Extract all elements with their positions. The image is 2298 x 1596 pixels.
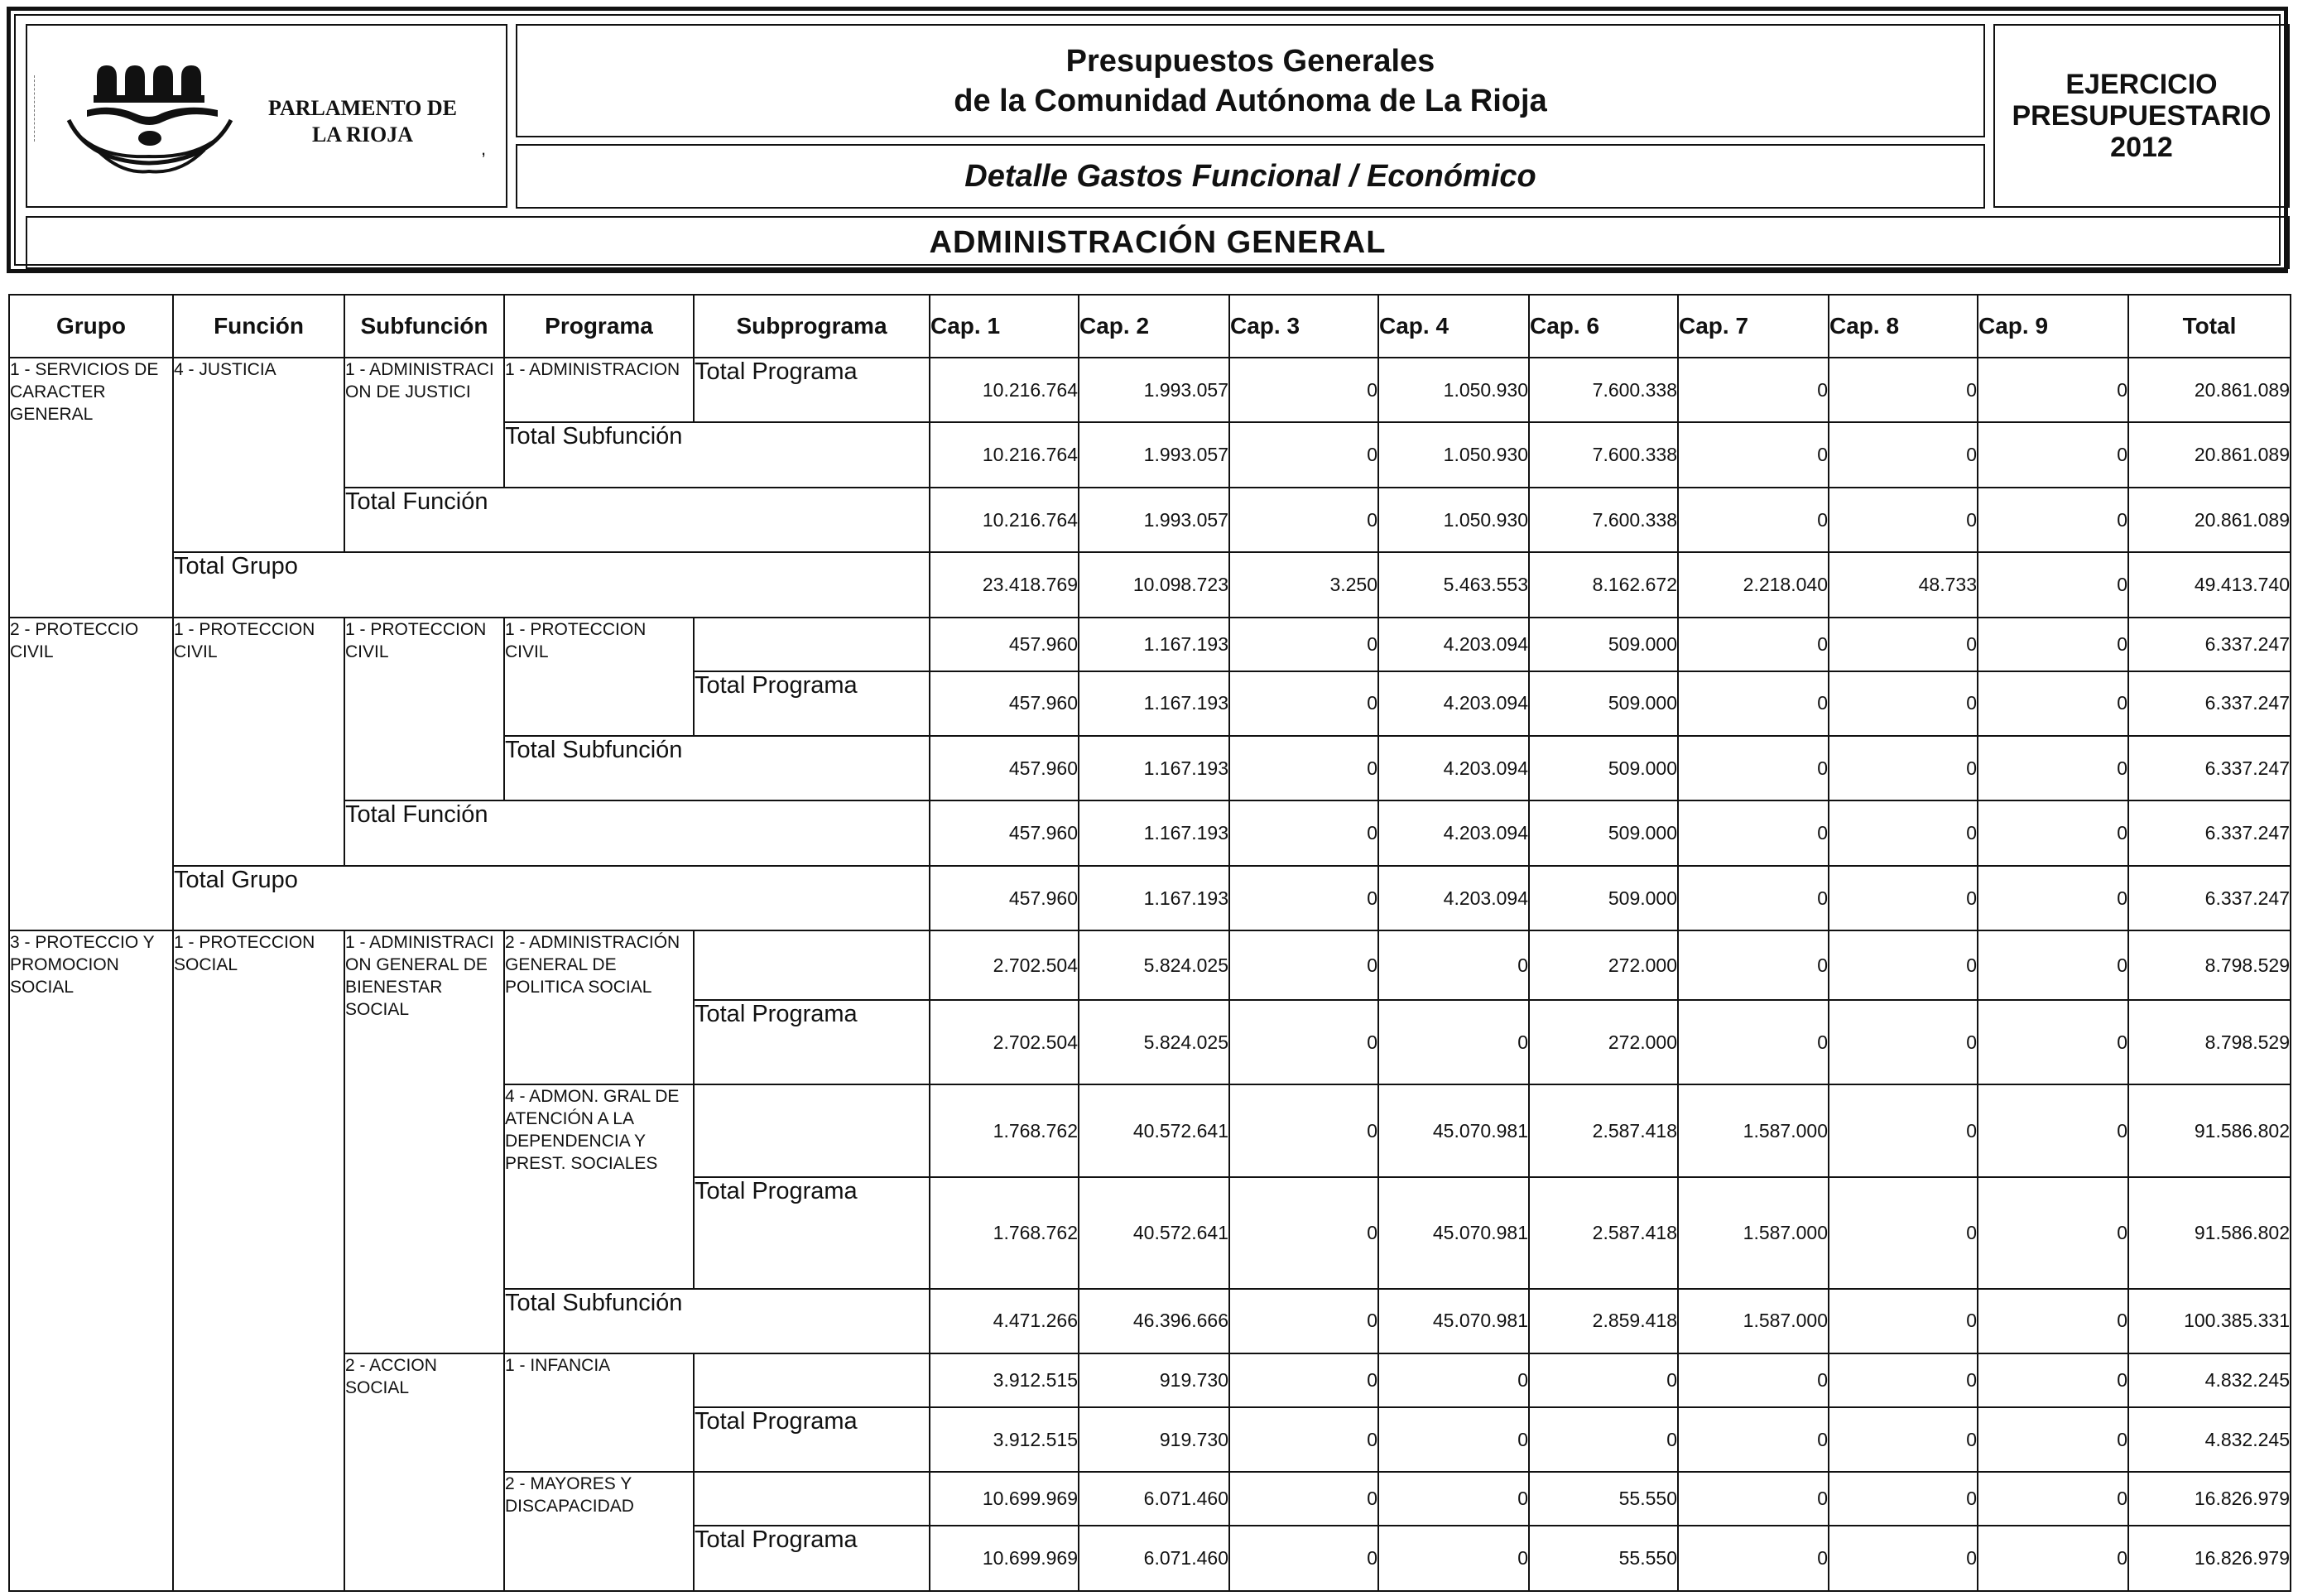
cap6-value: 55.550 bbox=[1529, 1472, 1678, 1526]
cap9-value: 0 bbox=[1978, 1472, 2128, 1526]
ejercicio-box bbox=[1993, 24, 2290, 208]
cap7-value: 0 bbox=[1678, 930, 1829, 1000]
cap8-value: 0 bbox=[1829, 1472, 1978, 1526]
cap6-value: 0 bbox=[1529, 1407, 1678, 1472]
logo-text-line1: PARLAMENTO DE bbox=[268, 96, 457, 120]
total-funcion-label: Total Función bbox=[344, 800, 930, 865]
total-value: 6.337.247 bbox=[2128, 618, 2291, 671]
cap6-value: 509.000 bbox=[1529, 866, 1678, 930]
cap9-value: 0 bbox=[1978, 1526, 2128, 1591]
report-header bbox=[7, 7, 2288, 273]
cap1-value: 3.912.515 bbox=[930, 1353, 1079, 1407]
subprograma-cell bbox=[694, 1353, 930, 1407]
cap7-value: 0 bbox=[1678, 422, 1829, 487]
total-programa-label: Total Programa bbox=[694, 1526, 930, 1591]
cap8-value: 0 bbox=[1829, 930, 1978, 1000]
grupo-cell: 3 - PROTECCIO Y PROMOCION SOCIAL bbox=[9, 930, 173, 1591]
subprograma-cell bbox=[694, 930, 930, 1000]
cap8-value: 0 bbox=[1829, 1084, 1978, 1177]
table-row bbox=[9, 930, 2291, 1000]
cap9-value: 0 bbox=[1978, 1000, 2128, 1084]
total-value: 6.337.247 bbox=[2128, 736, 2291, 800]
cap8-value: 0 bbox=[1829, 1407, 1978, 1472]
cap8-value: 0 bbox=[1829, 422, 1978, 487]
logo-mark: , bbox=[481, 138, 487, 159]
col-header-cap6: Cap. 6 bbox=[1529, 295, 1678, 358]
cap7-value: 0 bbox=[1678, 1407, 1829, 1472]
cap6-value: 0 bbox=[1529, 1353, 1678, 1407]
logo-guide-mark bbox=[34, 75, 35, 142]
total-subfuncion-label: Total Subfunción bbox=[504, 422, 930, 487]
cap3-value: 0 bbox=[1229, 930, 1378, 1000]
cap1-value: 3.912.515 bbox=[930, 1407, 1079, 1472]
total-grupo-label: Total Grupo bbox=[173, 552, 930, 617]
total-value: 20.861.089 bbox=[2128, 358, 2291, 422]
grupo-cell: 2 - PROTECCIO CIVIL bbox=[9, 618, 173, 931]
cap4-value: 5.463.553 bbox=[1378, 552, 1529, 617]
cap3-value: 0 bbox=[1229, 1177, 1378, 1289]
presupuestario-label: PRESUPUESTARIO bbox=[2012, 100, 2272, 132]
cap4-value: 4.203.094 bbox=[1378, 800, 1529, 865]
cap7-value: 0 bbox=[1678, 736, 1829, 800]
cap7-value: 1.587.000 bbox=[1678, 1084, 1829, 1177]
table-row bbox=[9, 358, 2291, 422]
cap4-value: 4.203.094 bbox=[1378, 736, 1529, 800]
cap6-value: 509.000 bbox=[1529, 800, 1678, 865]
cap6-value: 7.600.338 bbox=[1529, 488, 1678, 552]
col-header-cap7: Cap. 7 bbox=[1678, 295, 1829, 358]
total-funcion-label: Total Función bbox=[344, 488, 930, 552]
total-value: 8.798.529 bbox=[2128, 930, 2291, 1000]
total-programa-label: Total Programa bbox=[694, 1000, 930, 1084]
col-header-funcion: Función bbox=[173, 295, 344, 358]
col-header-grupo: Grupo bbox=[9, 295, 173, 358]
cap7-value: 1.587.000 bbox=[1678, 1289, 1829, 1353]
cap6-value: 7.600.338 bbox=[1529, 358, 1678, 422]
ejercicio-label: EJERCICIO bbox=[2065, 69, 2218, 100]
programa-cell: 2 - ADMINISTRACIÓN GENERAL DE POLITICA SOCIAL bbox=[504, 930, 694, 1084]
cap8-value: 0 bbox=[1829, 1289, 1978, 1353]
col-header-cap8: Cap. 8 bbox=[1829, 295, 1978, 358]
cap4-value: 45.070.981 bbox=[1378, 1289, 1529, 1353]
cap1-value: 457.960 bbox=[930, 618, 1079, 671]
cap4-value: 0 bbox=[1378, 1472, 1529, 1526]
cap3-value: 0 bbox=[1229, 422, 1378, 487]
cap4-value: 1.050.930 bbox=[1378, 488, 1529, 552]
cap4-value: 0 bbox=[1378, 1407, 1529, 1472]
subfuncion-cell: 2 - ACCION SOCIAL bbox=[344, 1353, 504, 1591]
cap9-value: 0 bbox=[1978, 1177, 2128, 1289]
cap6-value: 509.000 bbox=[1529, 736, 1678, 800]
total-programa-label: Total Programa bbox=[694, 1177, 930, 1289]
report-title-line1: Presupuestos Generales bbox=[1065, 43, 1435, 79]
col-header-cap3: Cap. 3 bbox=[1229, 295, 1378, 358]
col-header-cap2: Cap. 2 bbox=[1079, 295, 1229, 358]
cap9-value: 0 bbox=[1978, 736, 2128, 800]
cap7-value: 0 bbox=[1678, 866, 1829, 930]
cap3-value: 0 bbox=[1229, 736, 1378, 800]
cap1-value: 457.960 bbox=[930, 866, 1079, 930]
subfuncion-cell: 1 - ADMINISTRACI ON DE JUSTICI bbox=[344, 358, 504, 488]
cap2-value: 1.167.193 bbox=[1079, 736, 1229, 800]
cap9-value: 0 bbox=[1978, 422, 2128, 487]
cap8-value: 0 bbox=[1829, 358, 1978, 422]
cap1-value: 457.960 bbox=[930, 736, 1079, 800]
funcion-cell: 1 - PROTECCION SOCIAL bbox=[173, 930, 344, 1591]
cap2-value: 1.993.057 bbox=[1079, 422, 1229, 487]
table-row bbox=[9, 866, 2291, 930]
cap8-value: 0 bbox=[1829, 800, 1978, 865]
col-header-cap4: Cap. 4 bbox=[1378, 295, 1529, 358]
cap2-value: 10.098.723 bbox=[1079, 552, 1229, 617]
report-header-inner bbox=[14, 14, 2281, 266]
cap9-value: 0 bbox=[1978, 1407, 2128, 1472]
col-header-cap9: Cap. 9 bbox=[1978, 295, 2128, 358]
total-value: 6.337.247 bbox=[2128, 800, 2291, 865]
funcion-cell: 4 - JUSTICIA bbox=[173, 358, 344, 552]
total-grupo-label: Total Grupo bbox=[173, 866, 930, 930]
cap2-value: 1.167.193 bbox=[1079, 618, 1229, 671]
cap8-value: 0 bbox=[1829, 1353, 1978, 1407]
subprograma-cell bbox=[694, 1084, 930, 1177]
col-header-subprograma: Subprograma bbox=[694, 295, 930, 358]
parliament-logo-icon bbox=[64, 59, 246, 175]
cap8-value: 0 bbox=[1829, 736, 1978, 800]
cap6-value: 55.550 bbox=[1529, 1526, 1678, 1591]
total-value: 4.832.245 bbox=[2128, 1407, 2291, 1472]
cap7-value: 0 bbox=[1678, 1000, 1829, 1084]
cap2-value: 40.572.641 bbox=[1079, 1084, 1229, 1177]
cap1-value: 1.768.762 bbox=[930, 1177, 1079, 1289]
cap7-value: 0 bbox=[1678, 618, 1829, 671]
total-value: 100.385.331 bbox=[2128, 1289, 2291, 1353]
cap1-value: 2.702.504 bbox=[930, 930, 1079, 1000]
table-row bbox=[9, 1353, 2291, 1407]
cap4-value: 0 bbox=[1378, 930, 1529, 1000]
table-header-row bbox=[9, 295, 2291, 358]
cap1-value: 2.702.504 bbox=[930, 1000, 1079, 1084]
total-value: 20.861.089 bbox=[2128, 488, 2291, 552]
cap4-value: 45.070.981 bbox=[1378, 1084, 1529, 1177]
cap4-value: 4.203.094 bbox=[1378, 618, 1529, 671]
cap9-value: 0 bbox=[1978, 488, 2128, 552]
cap9-value: 0 bbox=[1978, 930, 2128, 1000]
cap3-value: 0 bbox=[1229, 1353, 1378, 1407]
total-value: 49.413.740 bbox=[2128, 552, 2291, 617]
cap9-value: 0 bbox=[1978, 866, 2128, 930]
cap7-value: 0 bbox=[1678, 1353, 1829, 1407]
section-box bbox=[26, 216, 2290, 269]
cap7-value: 0 bbox=[1678, 800, 1829, 865]
cap9-value: 0 bbox=[1978, 358, 2128, 422]
cap3-value: 0 bbox=[1229, 1407, 1378, 1472]
subprograma-cell bbox=[694, 618, 930, 671]
cap3-value: 0 bbox=[1229, 1289, 1378, 1353]
budget-table bbox=[8, 294, 2291, 1592]
cap1-value: 4.471.266 bbox=[930, 1289, 1079, 1353]
total-value: 16.826.979 bbox=[2128, 1472, 2291, 1526]
subfuncion-cell: 1 - PROTECCION CIVIL bbox=[344, 618, 504, 801]
cap3-value: 0 bbox=[1229, 488, 1378, 552]
cap3-value: 0 bbox=[1229, 1472, 1378, 1526]
cap6-value: 8.162.672 bbox=[1529, 552, 1678, 617]
cap2-value: 46.396.666 bbox=[1079, 1289, 1229, 1353]
col-header-subfuncion: Subfunción bbox=[344, 295, 504, 358]
cap7-value: 2.218.040 bbox=[1678, 552, 1829, 617]
cap8-value: 0 bbox=[1829, 1000, 1978, 1084]
total-value: 6.337.247 bbox=[2128, 671, 2291, 736]
logo-text bbox=[251, 95, 474, 148]
cap6-value: 509.000 bbox=[1529, 618, 1678, 671]
cap6-value: 272.000 bbox=[1529, 930, 1678, 1000]
cap9-value: 0 bbox=[1978, 618, 2128, 671]
programa-cell: 2 - MAYORES Y DISCAPACIDAD bbox=[504, 1472, 694, 1591]
subfuncion-cell: 1 - ADMINISTRACI ON GENERAL DE BIENESTAR SOCIAL bbox=[344, 930, 504, 1353]
cap1-value: 1.768.762 bbox=[930, 1084, 1079, 1177]
cap9-value: 0 bbox=[1978, 1289, 2128, 1353]
cap2-value: 6.071.460 bbox=[1079, 1472, 1229, 1526]
cap7-value: 1.587.000 bbox=[1678, 1177, 1829, 1289]
cap2-value: 5.824.025 bbox=[1079, 930, 1229, 1000]
total-subfuncion-label: Total Subfunción bbox=[504, 736, 930, 800]
programa-cell: 1 - PROTECCION CIVIL bbox=[504, 618, 694, 736]
cap2-value: 6.071.460 bbox=[1079, 1526, 1229, 1591]
cap1-value: 23.418.769 bbox=[930, 552, 1079, 617]
cap9-value: 0 bbox=[1978, 671, 2128, 736]
cap2-value: 1.993.057 bbox=[1079, 358, 1229, 422]
col-header-cap1: Cap. 1 bbox=[930, 295, 1079, 358]
programa-cell: 4 - ADMON. GRAL DE ATENCIÓN A LA DEPENDENCIA Y PREST. SOCIALES bbox=[504, 1084, 694, 1288]
total-value: 4.832.245 bbox=[2128, 1353, 2291, 1407]
total-value: 8.798.529 bbox=[2128, 1000, 2291, 1084]
cap9-value: 0 bbox=[1978, 1084, 2128, 1177]
cap3-value: 0 bbox=[1229, 671, 1378, 736]
cap2-value: 919.730 bbox=[1079, 1353, 1229, 1407]
total-subfuncion-label: Total Subfunción bbox=[504, 1289, 930, 1353]
title-box bbox=[516, 24, 1985, 137]
col-header-programa: Programa bbox=[504, 295, 694, 358]
cap3-value: 0 bbox=[1229, 358, 1378, 422]
total-value: 16.826.979 bbox=[2128, 1526, 2291, 1591]
logo-text-line2: LA RIOJA bbox=[311, 123, 414, 147]
cap4-value: 0 bbox=[1378, 1526, 1529, 1591]
cap8-value: 0 bbox=[1829, 618, 1978, 671]
cap8-value: 0 bbox=[1829, 671, 1978, 736]
cap7-value: 0 bbox=[1678, 671, 1829, 736]
section-title: ADMINISTRACIÓN GENERAL bbox=[929, 224, 1387, 260]
logo-box bbox=[26, 24, 507, 208]
cap3-value: 0 bbox=[1229, 1084, 1378, 1177]
cap1-value: 10.699.969 bbox=[930, 1526, 1079, 1591]
cap6-value: 509.000 bbox=[1529, 671, 1678, 736]
cap6-value: 2.587.418 bbox=[1529, 1177, 1678, 1289]
cap3-value: 0 bbox=[1229, 1526, 1378, 1591]
cap3-value: 0 bbox=[1229, 618, 1378, 671]
cap8-value: 0 bbox=[1829, 1526, 1978, 1591]
funcion-cell: 1 - PROTECCION CIVIL bbox=[173, 618, 344, 866]
cap9-value: 0 bbox=[1978, 800, 2128, 865]
cap2-value: 919.730 bbox=[1079, 1407, 1229, 1472]
total-value: 91.586.802 bbox=[2128, 1084, 2291, 1177]
cap4-value: 4.203.094 bbox=[1378, 671, 1529, 736]
cap9-value: 0 bbox=[1978, 1353, 2128, 1407]
cap7-value: 0 bbox=[1678, 1472, 1829, 1526]
cap2-value: 1.993.057 bbox=[1079, 488, 1229, 552]
cap1-value: 10.699.969 bbox=[930, 1472, 1079, 1526]
cap2-value: 1.167.193 bbox=[1079, 866, 1229, 930]
cap7-value: 0 bbox=[1678, 488, 1829, 552]
cap4-value: 4.203.094 bbox=[1378, 866, 1529, 930]
cap8-value: 0 bbox=[1829, 1177, 1978, 1289]
cap3-value: 3.250 bbox=[1229, 552, 1378, 617]
cap4-value: 45.070.981 bbox=[1378, 1177, 1529, 1289]
cap9-value: 0 bbox=[1978, 552, 2128, 617]
total-programa-label: Total Programa bbox=[694, 671, 930, 736]
total-programa-label: Total Programa bbox=[694, 1407, 930, 1472]
cap3-value: 0 bbox=[1229, 866, 1378, 930]
cap1-value: 10.216.764 bbox=[930, 488, 1079, 552]
cap3-value: 0 bbox=[1229, 1000, 1378, 1084]
total-value: 91.586.802 bbox=[2128, 1177, 2291, 1289]
subprograma-cell bbox=[694, 1472, 930, 1526]
cap6-value: 7.600.338 bbox=[1529, 422, 1678, 487]
cap4-value: 1.050.930 bbox=[1378, 422, 1529, 487]
cap4-value: 1.050.930 bbox=[1378, 358, 1529, 422]
grupo-cell: 1 - SERVICIOS DE CARACTER GENERAL bbox=[9, 358, 173, 618]
cap4-value: 0 bbox=[1378, 1353, 1529, 1407]
table-row bbox=[9, 488, 2291, 552]
ejercicio-year: 2012 bbox=[2110, 132, 2173, 163]
cap6-value: 2.587.418 bbox=[1529, 1084, 1678, 1177]
cap2-value: 40.572.641 bbox=[1079, 1177, 1229, 1289]
total-programa-label: Total Programa bbox=[694, 358, 930, 422]
cap8-value: 0 bbox=[1829, 866, 1978, 930]
cap8-value: 48.733 bbox=[1829, 552, 1978, 617]
cap1-value: 457.960 bbox=[930, 671, 1079, 736]
total-value: 6.337.247 bbox=[2128, 866, 2291, 930]
table-row bbox=[9, 552, 2291, 617]
cap2-value: 1.167.193 bbox=[1079, 671, 1229, 736]
cap2-value: 5.824.025 bbox=[1079, 1000, 1229, 1084]
programa-cell: 1 - INFANCIA bbox=[504, 1353, 694, 1472]
table-row bbox=[9, 618, 2291, 671]
cap6-value: 272.000 bbox=[1529, 1000, 1678, 1084]
cap2-value: 1.167.193 bbox=[1079, 800, 1229, 865]
cap7-value: 0 bbox=[1678, 358, 1829, 422]
col-header-total: Total bbox=[2128, 295, 2291, 358]
cap6-value: 2.859.418 bbox=[1529, 1289, 1678, 1353]
report-subtitle: Detalle Gastos Funcional / Económico bbox=[964, 158, 1536, 194]
cap7-value: 0 bbox=[1678, 1526, 1829, 1591]
cap8-value: 0 bbox=[1829, 488, 1978, 552]
cap1-value: 10.216.764 bbox=[930, 358, 1079, 422]
cap1-value: 457.960 bbox=[930, 800, 1079, 865]
cap4-value: 0 bbox=[1378, 1000, 1529, 1084]
subtitle-box bbox=[516, 144, 1985, 209]
report-title-line2: de la Comunidad Autónoma de La Rioja bbox=[954, 83, 1547, 118]
cap3-value: 0 bbox=[1229, 800, 1378, 865]
cap1-value: 10.216.764 bbox=[930, 422, 1079, 487]
table-row bbox=[9, 800, 2291, 865]
total-value: 20.861.089 bbox=[2128, 422, 2291, 487]
programa-cell: 1 - ADMINISTRACION bbox=[504, 358, 694, 422]
